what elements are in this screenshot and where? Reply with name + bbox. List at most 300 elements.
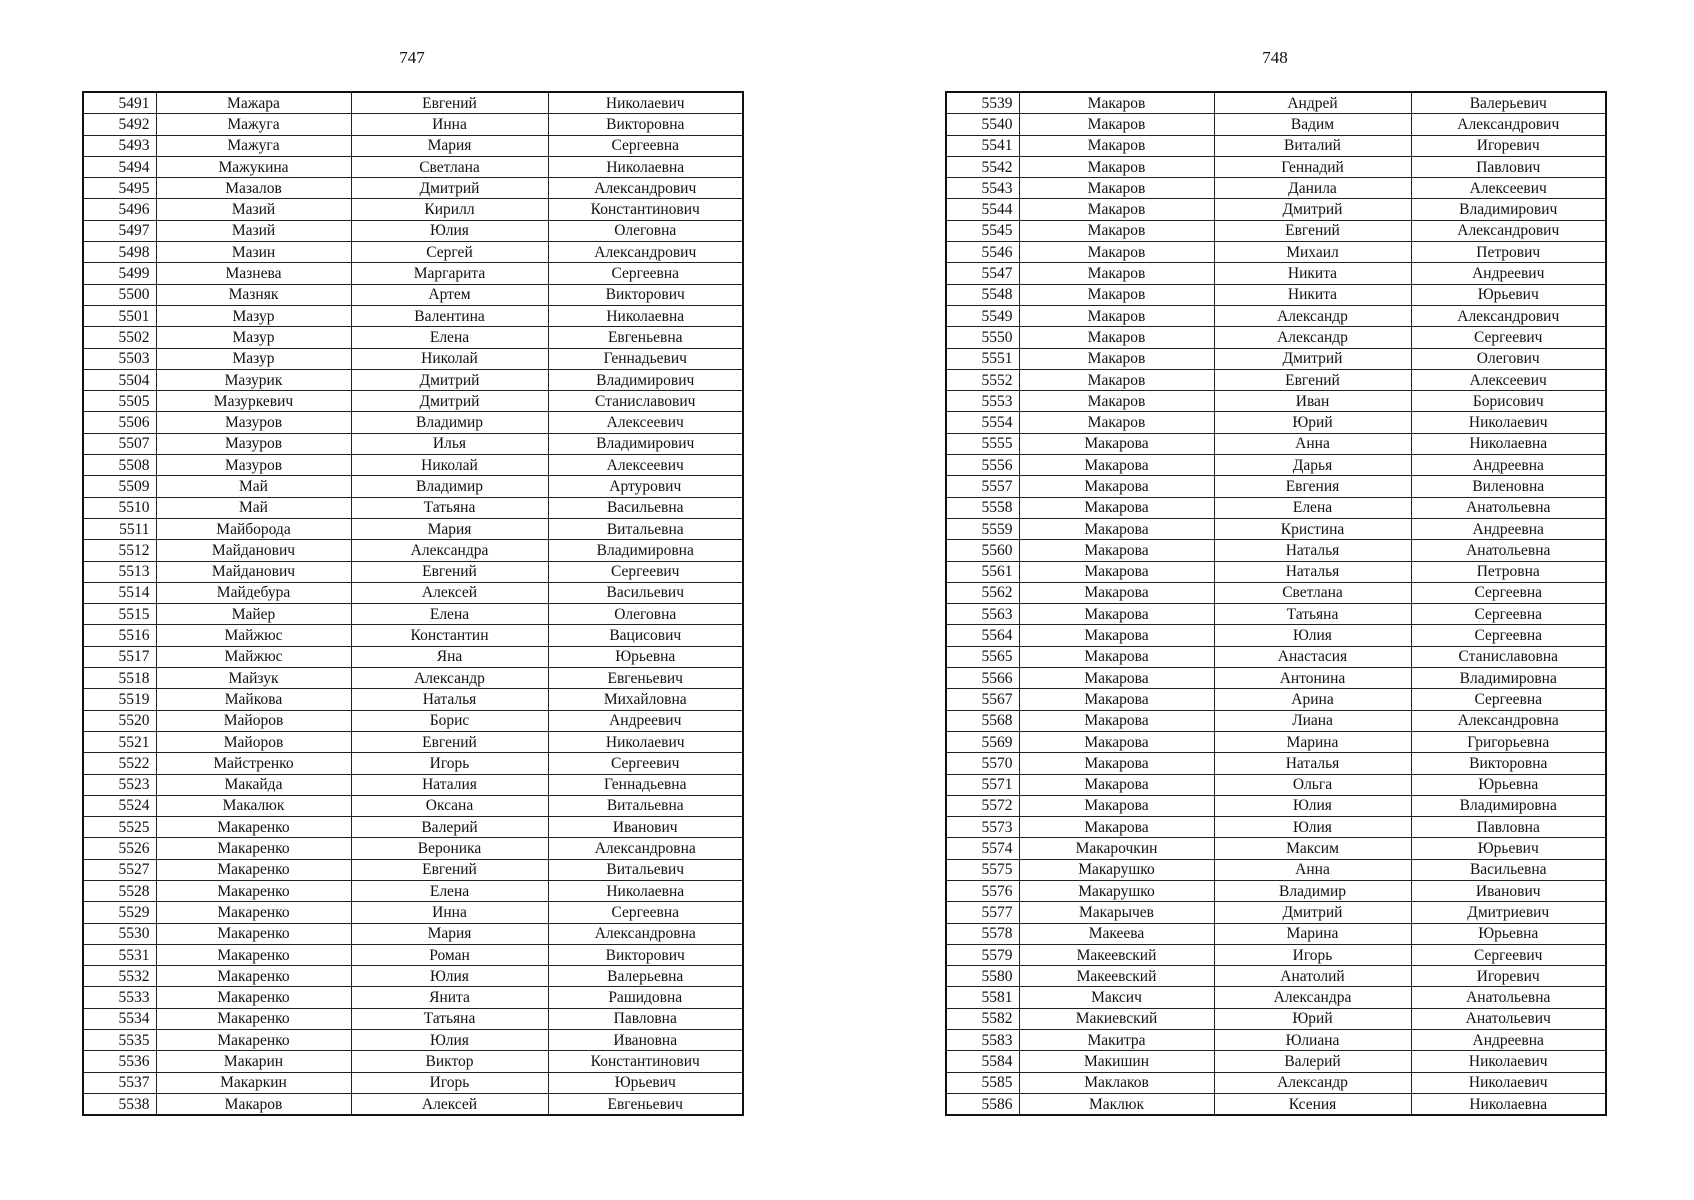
- entry-number-cell: 5507: [83, 433, 156, 454]
- first-name-cell: Игорь: [1214, 944, 1411, 965]
- entry-number-cell: 5516: [83, 625, 156, 646]
- last-name-cell: Макарова: [1019, 710, 1214, 731]
- entry-number-cell: 5578: [946, 923, 1019, 944]
- last-name-cell: Мазуркевич: [156, 391, 351, 412]
- last-name-cell: Маклюк: [1019, 1093, 1214, 1115]
- entry-number-cell: 5573: [946, 817, 1019, 838]
- patronymic-cell: Артурович: [548, 476, 743, 497]
- entry-number-cell: 5500: [83, 284, 156, 305]
- table-row: [83, 1072, 743, 1093]
- patronymic-cell: Сергеевич: [548, 753, 743, 774]
- table-row: [946, 455, 1606, 476]
- patronymic-cell: Сергеевич: [1411, 944, 1606, 965]
- first-name-cell: Наталия: [351, 774, 548, 795]
- last-name-cell: Мазуров: [156, 433, 351, 454]
- patronymic-cell: Владимировна: [1411, 668, 1606, 689]
- last-name-cell: Май: [156, 476, 351, 497]
- entry-number-cell: 5494: [83, 156, 156, 177]
- patronymic-cell: Валерьевна: [548, 966, 743, 987]
- patronymic-cell: Иванович: [1411, 880, 1606, 901]
- patronymic-cell: Анатольевна: [1411, 540, 1606, 561]
- last-name-cell: Макаренко: [156, 966, 351, 987]
- patronymic-cell: Николаевич: [1411, 1051, 1606, 1072]
- table-row: [83, 944, 743, 965]
- patronymic-cell: Сергеевна: [548, 135, 743, 156]
- last-name-cell: Макаренко: [156, 859, 351, 880]
- table-row: [83, 668, 743, 689]
- entry-number-cell: 5580: [946, 966, 1019, 987]
- entry-number-cell: 5572: [946, 795, 1019, 816]
- first-name-cell: Данила: [1214, 178, 1411, 199]
- entry-number-cell: 5496: [83, 199, 156, 220]
- table-row: [83, 135, 743, 156]
- table-row: [946, 433, 1606, 454]
- entry-number-cell: 5552: [946, 369, 1019, 390]
- entry-number-cell: 5495: [83, 178, 156, 199]
- table-row: [946, 1093, 1606, 1115]
- entry-number-cell: 5548: [946, 284, 1019, 305]
- first-name-cell: Елена: [351, 327, 548, 348]
- last-name-cell: Макарова: [1019, 497, 1214, 518]
- last-name-cell: Мажукина: [156, 156, 351, 177]
- entry-number-cell: 5515: [83, 604, 156, 625]
- patronymic-cell: Николаевич: [548, 731, 743, 752]
- last-name-cell: Майзук: [156, 668, 351, 689]
- table-row: [83, 305, 743, 326]
- entry-number-cell: 5542: [946, 156, 1019, 177]
- first-name-cell: Лиана: [1214, 710, 1411, 731]
- first-name-cell: Андрей: [1214, 92, 1411, 114]
- entry-number-cell: 5577: [946, 902, 1019, 923]
- patronymic-cell: Витальевич: [548, 859, 743, 880]
- table-row: [83, 242, 743, 263]
- last-name-cell: Мазур: [156, 305, 351, 326]
- first-name-cell: Дмитрий: [351, 391, 548, 412]
- entry-number-cell: 5528: [83, 880, 156, 901]
- table-row: [946, 987, 1606, 1008]
- first-name-cell: Марина: [1214, 731, 1411, 752]
- last-name-cell: Макарова: [1019, 625, 1214, 646]
- first-name-cell: Ксения: [1214, 1093, 1411, 1115]
- entry-number-cell: 5570: [946, 753, 1019, 774]
- patronymic-cell: Александрович: [548, 178, 743, 199]
- table-row: [946, 476, 1606, 497]
- table-row: [946, 902, 1606, 923]
- first-name-cell: Анна: [1214, 859, 1411, 880]
- entry-number-cell: 5539: [946, 92, 1019, 114]
- last-name-cell: Макаренко: [156, 1008, 351, 1029]
- table-row: [83, 710, 743, 731]
- patronymic-cell: Андреевич: [548, 710, 743, 731]
- patronymic-cell: Евгеньевна: [548, 327, 743, 348]
- table-row: [83, 731, 743, 752]
- patronymic-cell: Владимирович: [548, 433, 743, 454]
- patronymic-cell: Александрович: [1411, 114, 1606, 135]
- last-name-cell: Мазуров: [156, 412, 351, 433]
- table-row: [83, 582, 743, 603]
- last-name-cell: Макарова: [1019, 668, 1214, 689]
- last-name-cell: Мазуров: [156, 455, 351, 476]
- first-name-cell: Арина: [1214, 689, 1411, 710]
- table-row: [946, 689, 1606, 710]
- first-name-cell: Дмитрий: [351, 178, 548, 199]
- last-name-cell: Макитра: [1019, 1030, 1214, 1051]
- entry-number-cell: 5560: [946, 540, 1019, 561]
- entry-number-cell: 5540: [946, 114, 1019, 135]
- patronymic-cell: Юрьевич: [1411, 284, 1606, 305]
- patronymic-cell: Константинович: [548, 199, 743, 220]
- last-name-cell: Макаров: [1019, 284, 1214, 305]
- entry-number-cell: 5574: [946, 838, 1019, 859]
- last-name-cell: Майданович: [156, 561, 351, 582]
- entry-number-cell: 5546: [946, 242, 1019, 263]
- patronymic-cell: Александровна: [548, 923, 743, 944]
- patronymic-cell: Михайловна: [548, 689, 743, 710]
- patronymic-cell: Викторович: [548, 944, 743, 965]
- entry-number-cell: 5520: [83, 710, 156, 731]
- table-row: [83, 923, 743, 944]
- first-name-cell: Наталья: [1214, 753, 1411, 774]
- first-name-cell: Наталья: [1214, 561, 1411, 582]
- table-row: [83, 1030, 743, 1051]
- last-name-cell: Макарушко: [1019, 859, 1214, 880]
- table-row: [83, 1051, 743, 1072]
- entry-number-cell: 5564: [946, 625, 1019, 646]
- patronymic-cell: Олегович: [1411, 348, 1606, 369]
- table-row: [83, 987, 743, 1008]
- first-name-cell: Александр: [351, 668, 548, 689]
- table-row: [946, 582, 1606, 603]
- entry-number-cell: 5503: [83, 348, 156, 369]
- table-row: [946, 518, 1606, 539]
- entry-number-cell: 5556: [946, 455, 1019, 476]
- last-name-cell: Макаров: [1019, 220, 1214, 241]
- first-name-cell: Вадим: [1214, 114, 1411, 135]
- entry-number-cell: 5582: [946, 1008, 1019, 1029]
- patronymic-cell: Юрьевич: [1411, 838, 1606, 859]
- table-row: [946, 391, 1606, 412]
- last-name-cell: Макаренко: [156, 944, 351, 965]
- table-row: [83, 156, 743, 177]
- patronymic-cell: Витальевна: [548, 795, 743, 816]
- patronymic-cell: Станиславовна: [1411, 646, 1606, 667]
- table-row: [83, 1008, 743, 1029]
- patronymic-cell: Александровна: [548, 838, 743, 859]
- table-row: [83, 795, 743, 816]
- last-name-cell: Макалюк: [156, 795, 351, 816]
- patronymic-cell: Владимировна: [548, 540, 743, 561]
- entry-number-cell: 5537: [83, 1072, 156, 1093]
- table-row: [946, 561, 1606, 582]
- table-row: [83, 838, 743, 859]
- table-row: [83, 753, 743, 774]
- patronymic-cell: Александрович: [1411, 220, 1606, 241]
- table-row: [946, 220, 1606, 241]
- patronymic-cell: Николаевич: [548, 92, 743, 114]
- patronymic-cell: Владимирович: [548, 369, 743, 390]
- first-name-cell: Константин: [351, 625, 548, 646]
- patronymic-cell: Викторовна: [548, 114, 743, 135]
- page-number: 747: [399, 48, 425, 67]
- table-row: [83, 263, 743, 284]
- patronymic-cell: Евгеньевич: [548, 668, 743, 689]
- first-name-cell: Мария: [351, 518, 548, 539]
- last-name-cell: Макаренко: [156, 923, 351, 944]
- last-name-cell: Макаренко: [156, 880, 351, 901]
- first-name-cell: Марина: [1214, 923, 1411, 944]
- last-name-cell: Макиевский: [1019, 1008, 1214, 1029]
- table-row: [946, 178, 1606, 199]
- first-name-cell: Николай: [351, 455, 548, 476]
- patronymic-cell: Борисович: [1411, 391, 1606, 412]
- table-row: [83, 518, 743, 539]
- last-name-cell: Макаркин: [156, 1072, 351, 1093]
- first-name-cell: Евгения: [1214, 476, 1411, 497]
- entry-number-cell: 5585: [946, 1072, 1019, 1093]
- first-name-cell: Артем: [351, 284, 548, 305]
- table-row: [83, 540, 743, 561]
- patronymic-cell: Игоревич: [1411, 135, 1606, 156]
- last-name-cell: Макеевский: [1019, 966, 1214, 987]
- last-name-cell: Макарова: [1019, 689, 1214, 710]
- table-row: [83, 859, 743, 880]
- first-name-cell: Евгений: [351, 561, 548, 582]
- first-name-cell: Евгений: [351, 859, 548, 880]
- last-name-cell: Майоров: [156, 710, 351, 731]
- entry-number-cell: 5519: [83, 689, 156, 710]
- table-row: [946, 284, 1606, 305]
- table-row: [946, 880, 1606, 901]
- entry-number-cell: 5534: [83, 1008, 156, 1029]
- entry-number-cell: 5527: [83, 859, 156, 880]
- patronymic-cell: Николаевна: [1411, 1093, 1606, 1115]
- table-row: [946, 305, 1606, 326]
- last-name-cell: Максич: [1019, 987, 1214, 1008]
- entry-number-cell: 5512: [83, 540, 156, 561]
- patronymic-cell: Александрович: [548, 242, 743, 263]
- table-row: [946, 817, 1606, 838]
- first-name-cell: Дмитрий: [1214, 199, 1411, 220]
- last-name-cell: Макарычев: [1019, 902, 1214, 923]
- table-row: [946, 348, 1606, 369]
- first-name-cell: Сергей: [351, 242, 548, 263]
- first-name-cell: Анатолий: [1214, 966, 1411, 987]
- first-name-cell: Светлана: [1214, 582, 1411, 603]
- patronymic-cell: Анатольевна: [1411, 497, 1606, 518]
- table-row: [83, 284, 743, 305]
- entry-number-cell: 5517: [83, 646, 156, 667]
- table-row: [946, 92, 1606, 114]
- table-row: [83, 689, 743, 710]
- entry-number-cell: 5529: [83, 902, 156, 923]
- last-name-cell: Макарова: [1019, 455, 1214, 476]
- table-row: [83, 199, 743, 220]
- first-name-cell: Игорь: [351, 753, 548, 774]
- entry-number-cell: 5563: [946, 604, 1019, 625]
- first-name-cell: Владимир: [351, 476, 548, 497]
- patronymic-cell: Ивановна: [548, 1030, 743, 1051]
- entry-number-cell: 5586: [946, 1093, 1019, 1115]
- patronymic-cell: Васильевна: [1411, 859, 1606, 880]
- entry-number-cell: 5533: [83, 987, 156, 1008]
- first-name-cell: Алексей: [351, 582, 548, 603]
- table-row: [946, 625, 1606, 646]
- entry-number-cell: 5522: [83, 753, 156, 774]
- table-row: [83, 646, 743, 667]
- patronymic-cell: Павловна: [1411, 817, 1606, 838]
- first-name-cell: Евгений: [1214, 220, 1411, 241]
- first-name-cell: Светлана: [351, 156, 548, 177]
- patronymic-cell: Валерьевич: [1411, 92, 1606, 114]
- patronymic-cell: Петровна: [1411, 561, 1606, 582]
- entry-number-cell: 5499: [83, 263, 156, 284]
- patronymic-cell: Николаевич: [1411, 412, 1606, 433]
- last-name-cell: Мазий: [156, 220, 351, 241]
- first-name-cell: Анна: [1214, 433, 1411, 454]
- table-row: [946, 966, 1606, 987]
- patronymic-cell: Константинович: [548, 1051, 743, 1072]
- entry-number-cell: 5567: [946, 689, 1019, 710]
- entry-number-cell: 5523: [83, 774, 156, 795]
- patronymic-cell: Юрьевич: [548, 1072, 743, 1093]
- first-name-cell: Мария: [351, 135, 548, 156]
- patronymic-cell: Николаевна: [548, 305, 743, 326]
- patronymic-cell: Олеговна: [548, 604, 743, 625]
- table-row: [946, 668, 1606, 689]
- last-name-cell: Мазин: [156, 242, 351, 263]
- last-name-cell: Макаров: [1019, 412, 1214, 433]
- table-row: [83, 817, 743, 838]
- table-row: [83, 391, 743, 412]
- patronymic-cell: Сергеевна: [1411, 625, 1606, 646]
- page-number: 748: [1262, 48, 1288, 67]
- patronymic-cell: Игоревич: [1411, 966, 1606, 987]
- patronymic-cell: Олеговна: [548, 220, 743, 241]
- patronymic-cell: Сергеевич: [1411, 327, 1606, 348]
- table-row: [946, 135, 1606, 156]
- table-row: [83, 966, 743, 987]
- first-name-cell: Александра: [351, 540, 548, 561]
- last-name-cell: Мажара: [156, 92, 351, 114]
- last-name-cell: Мазняк: [156, 284, 351, 305]
- last-name-cell: Макарова: [1019, 646, 1214, 667]
- last-name-cell: Макарова: [1019, 731, 1214, 752]
- table-row: [83, 178, 743, 199]
- last-name-cell: Макаров: [1019, 135, 1214, 156]
- roster-table: [945, 91, 1607, 1116]
- table-row: [83, 348, 743, 369]
- last-name-cell: Макеевский: [1019, 944, 1214, 965]
- patronymic-cell: Владимировна: [1411, 795, 1606, 816]
- table-row: [946, 731, 1606, 752]
- patronymic-cell: Сергеевич: [548, 561, 743, 582]
- last-name-cell: Майдебура: [156, 582, 351, 603]
- first-name-cell: Евгений: [351, 731, 548, 752]
- table-row: [946, 327, 1606, 348]
- table-row: [946, 540, 1606, 561]
- first-name-cell: Владимир: [1214, 880, 1411, 901]
- patronymic-cell: Алексеевич: [1411, 369, 1606, 390]
- left-page: [82, 0, 742, 1200]
- last-name-cell: Майкова: [156, 689, 351, 710]
- first-name-cell: Алексей: [351, 1093, 548, 1115]
- entry-number-cell: 5502: [83, 327, 156, 348]
- entry-number-cell: 5551: [946, 348, 1019, 369]
- first-name-cell: Борис: [351, 710, 548, 731]
- last-name-cell: Майжюс: [156, 646, 351, 667]
- roster-body: [946, 92, 1606, 1115]
- last-name-cell: Мазий: [156, 199, 351, 220]
- entry-number-cell: 5531: [83, 944, 156, 965]
- patronymic-cell: Виленовна: [1411, 476, 1606, 497]
- entry-number-cell: 5550: [946, 327, 1019, 348]
- table-row: [946, 753, 1606, 774]
- patronymic-cell: Владимирович: [1411, 199, 1606, 220]
- first-name-cell: Ольга: [1214, 774, 1411, 795]
- first-name-cell: Александр: [1214, 1072, 1411, 1093]
- patronymic-cell: Евгеньевич: [548, 1093, 743, 1115]
- table-row: [83, 625, 743, 646]
- table-row: [946, 199, 1606, 220]
- last-name-cell: Мажуга: [156, 114, 351, 135]
- first-name-cell: Виктор: [351, 1051, 548, 1072]
- patronymic-cell: Сергеевна: [1411, 604, 1606, 625]
- entry-number-cell: 5579: [946, 944, 1019, 965]
- table-row: [946, 1051, 1606, 1072]
- last-name-cell: Макаров: [1019, 178, 1214, 199]
- last-name-cell: Макаров: [1019, 114, 1214, 135]
- entry-number-cell: 5554: [946, 412, 1019, 433]
- patronymic-cell: Алексеевич: [1411, 178, 1606, 199]
- entry-number-cell: 5535: [83, 1030, 156, 1051]
- first-name-cell: Юлия: [351, 1030, 548, 1051]
- patronymic-cell: Юрьевна: [548, 646, 743, 667]
- table-row: [946, 156, 1606, 177]
- entry-number-cell: 5559: [946, 518, 1019, 539]
- table-row: [946, 242, 1606, 263]
- patronymic-cell: Сергеевна: [1411, 689, 1606, 710]
- last-name-cell: Макарин: [156, 1051, 351, 1072]
- last-name-cell: Майжюс: [156, 625, 351, 646]
- first-name-cell: Юрий: [1214, 1008, 1411, 1029]
- last-name-cell: Макаров: [1019, 305, 1214, 326]
- patronymic-cell: Андреевна: [1411, 1030, 1606, 1051]
- patronymic-cell: Петрович: [1411, 242, 1606, 263]
- entry-number-cell: 5530: [83, 923, 156, 944]
- last-name-cell: Макарочкин: [1019, 838, 1214, 859]
- last-name-cell: Макарова: [1019, 582, 1214, 603]
- table-row: [946, 923, 1606, 944]
- first-name-cell: Виталий: [1214, 135, 1411, 156]
- entry-number-cell: 5498: [83, 242, 156, 263]
- right-page: [945, 0, 1605, 1200]
- first-name-cell: Мария: [351, 923, 548, 944]
- entry-number-cell: 5514: [83, 582, 156, 603]
- first-name-cell: Наталья: [1214, 540, 1411, 561]
- entry-number-cell: 5525: [83, 817, 156, 838]
- first-name-cell: Инна: [351, 114, 548, 135]
- table-row: [83, 114, 743, 135]
- last-name-cell: Макаров: [1019, 199, 1214, 220]
- last-name-cell: Макаренко: [156, 1030, 351, 1051]
- first-name-cell: Александра: [1214, 987, 1411, 1008]
- entry-number-cell: 5566: [946, 668, 1019, 689]
- table-row: [946, 263, 1606, 284]
- last-name-cell: Маклаков: [1019, 1072, 1214, 1093]
- last-name-cell: Макаренко: [156, 902, 351, 923]
- first-name-cell: Евгений: [1214, 369, 1411, 390]
- last-name-cell: Май: [156, 497, 351, 518]
